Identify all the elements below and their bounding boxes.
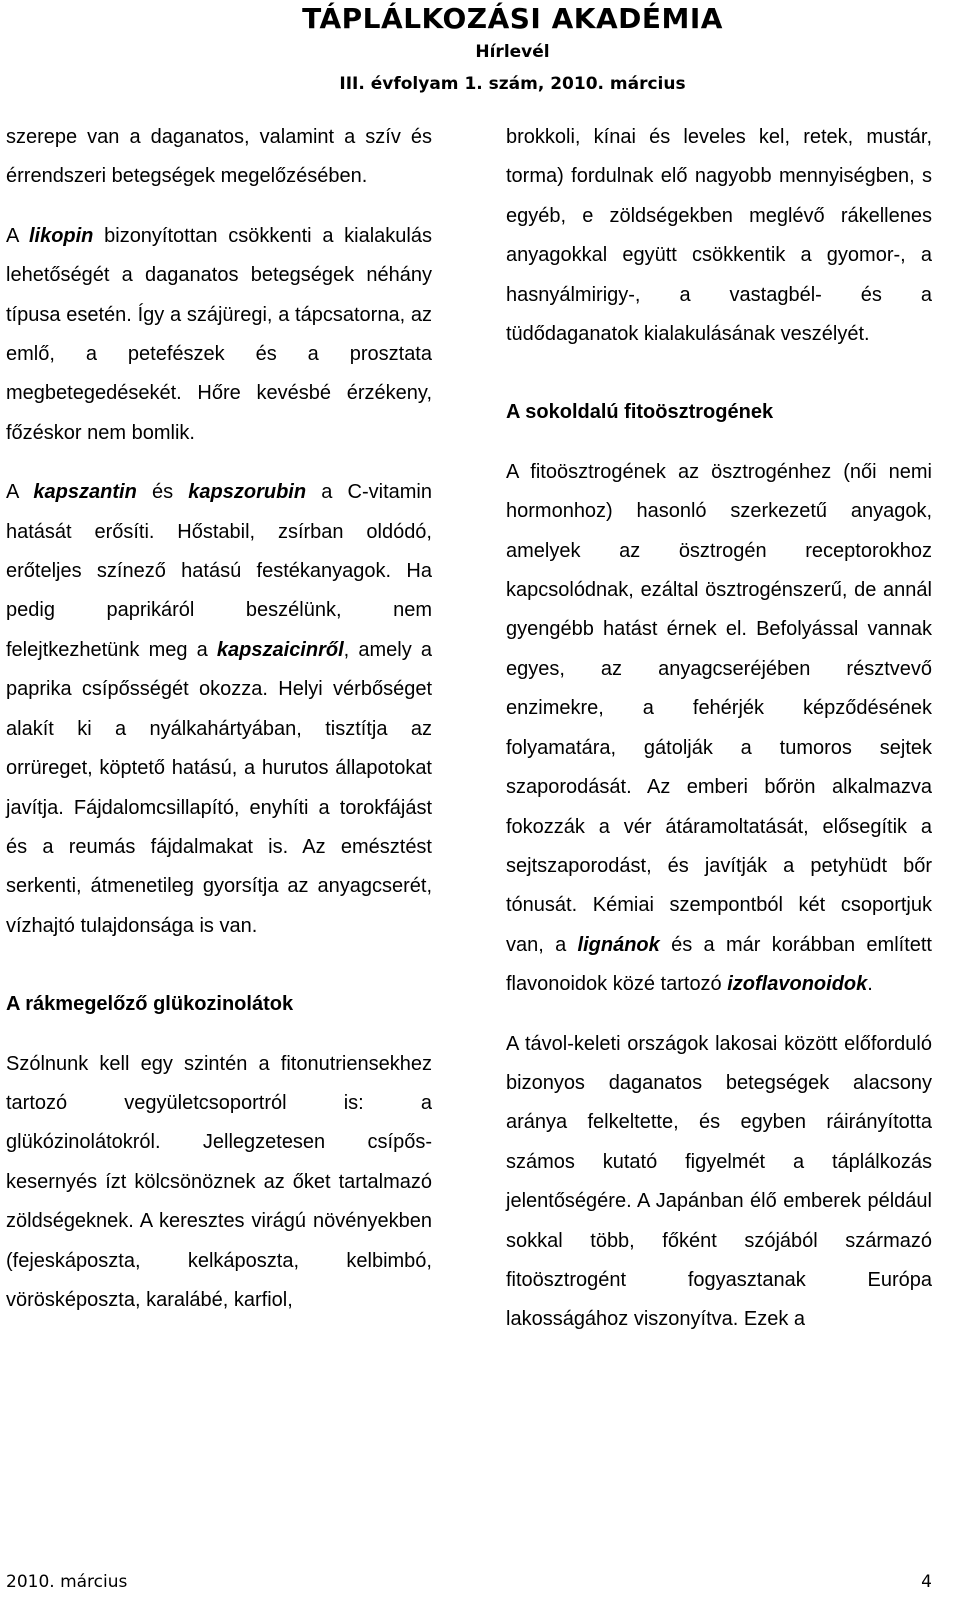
term-izoflavonoidok: izoflavonoidok (727, 973, 868, 996)
section-heading-glukozinolatok: A rákmegelőző glükozinolátok (6, 993, 294, 1016)
right-column (506, 118, 932, 1340)
term-kapszorubin: kapszorubin (188, 481, 307, 504)
issue-info: III. évfolyam 1. szám, 2010. március (339, 74, 686, 94)
newsletter-title: TÁPLÁLKOZÁSI AKADÉMIA (302, 2, 723, 35)
term-lignanok: lignánok (577, 933, 660, 956)
paragraph-fitoosztrogenek: A fitoösztrogének az ösztrogénhez (női nemi hormonhoz) hasonló szerkezetű anyagok, amelyek az ösztrogén receptorokhoz kapcsolódnak, ezáltal ösztrogénszerű, de annál gyengébb hatást érnek el. Befolyással vannak egyes, az anyagcseréjében résztvevő enzimekre, a fehérjék képződésének folyamatára, gátolják a tumoros sejtek szaporodását. Az emberi bőrön alkalmazva fokozzák a vér átáramoltatását, elősegítik a sejtszaporodást, és javítják a petyhüdt bőr tónusát. Kémiai szempontból két csoportjuk van, a lignánok és a már korábban említett flavonoidok közé tartozó izoflavonoidok. (506, 460, 932, 996)
left-column (6, 118, 432, 1320)
section-heading-fitoosztrogenek: A sokoldalú fitoösztrogének (506, 401, 774, 424)
term-kapszantin: kapszantin (33, 481, 137, 504)
term-likopin: likopin (28, 224, 94, 247)
term-kapszaicin: kapszaicinről (216, 638, 344, 661)
paragraph-kapszantin: A kapszantin és kapszorubin a C-vitamin hatását erősíti. Hőstabil, zsírban oldódó, erőteljes színező hatású festékanyagok. Ha pedig paprikáról beszélünk, nem felejtkezhetünk meg a kapszaicinről, amely a paprika csípősségét okozza. Helyi vérbőséget alakít ki a nyálkahártyában, tisztítja az orrüreget, köptető hatású, a hurutos állapotokat javítja. Fájdalomcsillapító, enyhíti a torokfájást és a reumás fájdalmakat is. Az emésztést serkenti, átmenetileg gyorsítja az anyagcserét, vízhajtó tulajdonsága is van. (6, 481, 432, 937)
paragraph: szerepe van a daganatos, valamint a szív és érrendszeri betegségek megelőzésében. (6, 126, 432, 188)
paragraph-glukozinolatok: Szólnunk kell egy szintén a fitonutriensekhez tartozó vegyületcsoportról is: a glükózinolátokról. Jellegzetesen csípős-kesernyés ízt kölcsönöznek az őket tartalmazó zöldségeknek. A keresztes virágú növényekben (fejeskáposzta, kelkáposzta, kelbimbó, vörösképoszta, karalábé, karfiol, (6, 1052, 432, 1311)
paragraph-likopin: A likopin bizonyítottan csökkenti a kialakulás lehetőségét a daganatos betegségek néhány típusa esetén. Így a szájüregi, a tápcsatorna, az emlő, a petefészek és a prosztata megbetegedésekét. Hőre kevésbé érzékeny, főzéskor nem bomlik. (6, 224, 432, 444)
newsletter-subtitle: Hírlevél (475, 42, 550, 62)
footer-date: 2010. március (6, 1572, 128, 1592)
paragraph: brokkoli, kínai és leveles kel, retek, mustár, torma) fordulnak elő nagyobb mennyiségben, s egyéb, e zöldségekben meglévő rákellenes anyagokkal együtt csökkentik a gyomor-, a hasnyálmirigy-, a vastagbél- és a tüdődaganatok kialakulásának veszélyét. (506, 126, 932, 346)
page-number: 4 (921, 1572, 932, 1592)
paragraph-tavol-kelet: A távol-keleti országok lakosai között előforduló bizonyos daganatos betegségek alacsony aránya felkeltette, és egyben ráirányította számos kutató figyelmét a táplálkozás jelentőségére. A Japánban élő emberek például sokkal több, főként szójából származó fitoösztrogént fogyasztanak Európa lakosságához viszonyítva. Ezek a (506, 1032, 932, 1331)
